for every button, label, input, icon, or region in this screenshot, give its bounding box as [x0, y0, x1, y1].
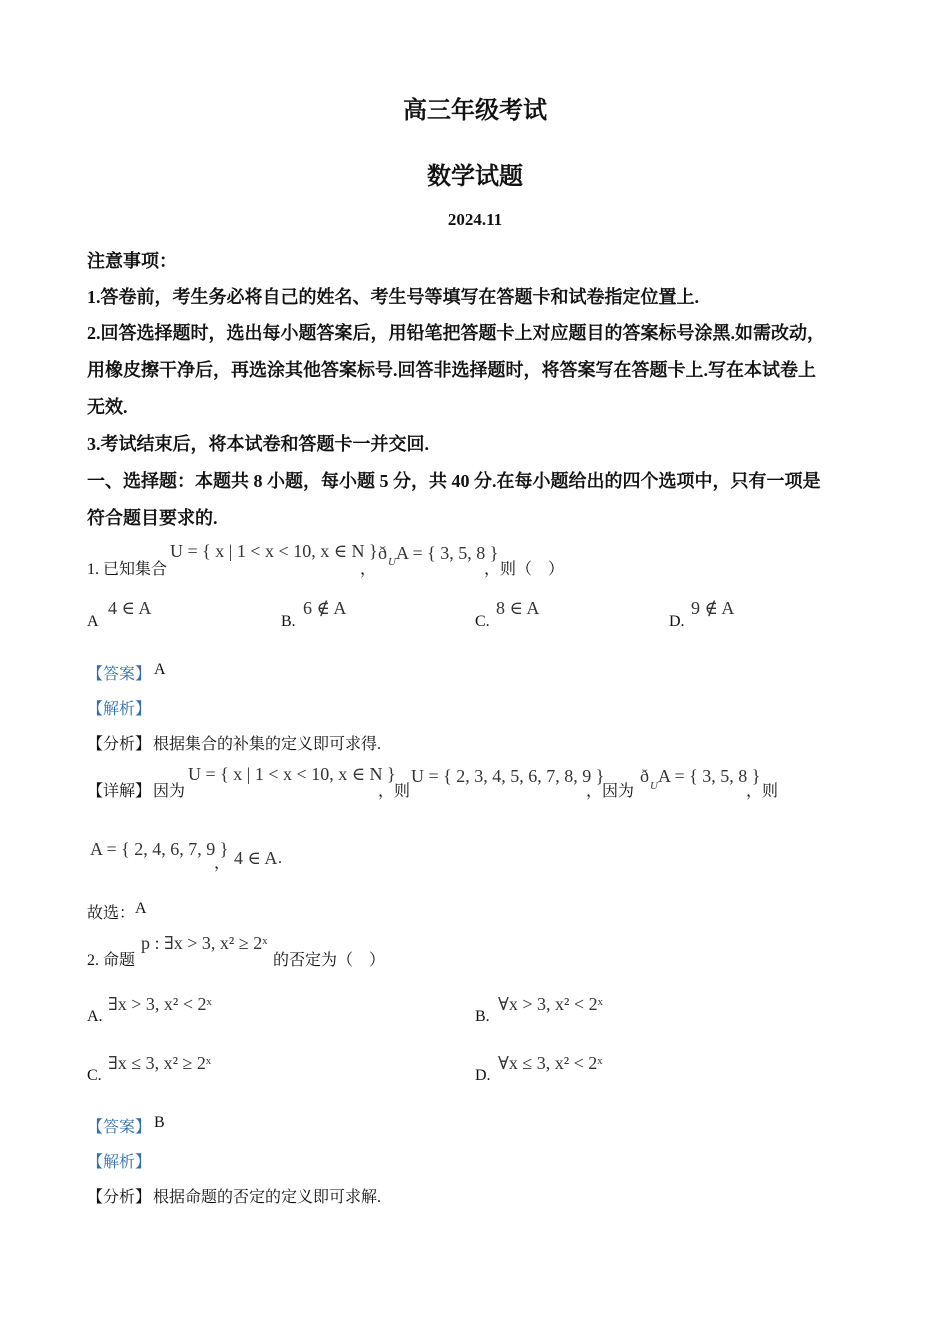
- q1-detail-complement-subscript: U: [650, 780, 658, 792]
- q2-fenxi-tag: 【分析】: [87, 1189, 152, 1206]
- q2-option-d-expr: ∀x ≤ 3, x² < 2ˣ: [498, 1053, 603, 1073]
- page-subtitle: 数学试题: [427, 164, 523, 190]
- q2-proposition: p : ∃x > 3, x² ≥ 2ˣ: [141, 933, 268, 953]
- q2-option-b-expr: ∀x > 3, x² < 2ˣ: [498, 994, 603, 1014]
- q2-suffix: 的否定为（ ）: [273, 952, 386, 969]
- q1-option-d-label: D.: [669, 613, 685, 630]
- q2-option-a-label: A.: [87, 1008, 103, 1025]
- q2-fenxi: 根据命题的否定的定义即可求解.: [153, 1189, 382, 1206]
- q1-result-period: .: [278, 850, 282, 867]
- notice-item-1: 1.答卷前，考生务必将自己的姓名、考生号等填写在答题卡和试卷指定位置上.: [87, 287, 699, 307]
- notice-item-3: 3.考试结束后，将本试卷和答题卡一并交回.: [87, 434, 429, 454]
- q1-prefix: 1. 已知集合: [87, 561, 168, 578]
- q1-detail-complement-symbol: ð: [640, 766, 649, 786]
- notice-heading: 注意事项：: [87, 251, 177, 271]
- q2-option-c-expr: ∃x ≤ 3, x² ≥ 2ˣ: [108, 1053, 212, 1073]
- q1-detail-because: 因为: [153, 783, 186, 800]
- q1-result-separator: ，: [214, 855, 231, 872]
- q2-option-d-label: D.: [475, 1067, 491, 1084]
- q1-analysis-tag: 【解析】: [87, 701, 152, 718]
- q2-answer: B: [154, 1114, 165, 1131]
- q2-answer-tag: 【答案】: [87, 1119, 152, 1136]
- q1-option-b-expr: 6 ∉ A: [303, 598, 347, 618]
- q1-choose-label: 故选：: [87, 905, 136, 922]
- q1-detail-set-u-enumerated: U = { 2, 3, 4, 5, 6, 7, 8, 9 }: [411, 766, 605, 786]
- q1-detail-tag: 【详解】: [87, 783, 152, 800]
- q1-answer-tag: 【答案】: [87, 666, 152, 683]
- q2-option-c-label: C.: [87, 1067, 102, 1084]
- q1-complement-symbol: ð: [378, 543, 387, 563]
- q1-choose: A: [135, 900, 147, 917]
- q1-detail-set-complement: A = { 3, 5, 8 }: [658, 766, 761, 786]
- q1-detail-then-2: ，则: [746, 783, 779, 800]
- q1-option-a-label: A: [87, 613, 99, 630]
- q1-separator: ，: [360, 561, 377, 578]
- q1-set-complement: A = { 3, 5, 8 }: [396, 543, 499, 563]
- q2-option-a-expr: ∃x > 3, x² < 2ˣ: [108, 994, 212, 1014]
- q1-option-d-expr: 9 ∉ A: [691, 598, 735, 618]
- q1-result-membership: 4 ∈ A: [234, 848, 278, 868]
- q1-detail-set-u: U = { x | 1 < x < 10, x ∈ N }: [188, 764, 396, 784]
- q1-option-c-label: C.: [475, 613, 490, 630]
- q1-fenxi-tag: 【分析】: [87, 736, 152, 753]
- section-heading-line-2: 符合题目要求的.: [87, 508, 218, 528]
- q2-option-b-label: B.: [475, 1008, 490, 1025]
- q1-detail-then: ，则: [378, 783, 411, 800]
- section-heading-line-1: 一、选择题：本题共 8 小题，每小题 5 分，共 40 分.在每小题给出的四个选项中，只有一项是: [87, 471, 821, 491]
- q1-result-set: A = { 2, 4, 6, 7, 9 }: [90, 839, 229, 859]
- notice-item-2-line-1: 2.回答选择题时，选出每小题答案后，用铅笔把答题卡上对应题目的答案标号涂黑.如需改动，: [87, 323, 825, 343]
- q1-suffix: ，则（ ）: [484, 561, 565, 578]
- q2-analysis-tag: 【解析】: [87, 1154, 152, 1171]
- exam-date: 2024.11: [447, 210, 503, 229]
- q1-option-a-expr: 4 ∈ A: [108, 598, 152, 618]
- q1-answer: A: [154, 661, 166, 678]
- notice-item-2-line-2: 用橡皮擦干净后，再选涂其他答案标号.回答非选择题时，将答案写在答题卡上.写在本试卷上: [87, 360, 816, 380]
- q1-set-u: U = { x | 1 < x < 10, x ∈ N }: [170, 541, 378, 561]
- q1-complement-subscript: U: [388, 556, 396, 568]
- page-title: 高三年级考试: [403, 98, 547, 124]
- q2-prefix: 2. 命题: [87, 952, 136, 969]
- q1-fenxi: 根据集合的补集的定义即可求得.: [153, 736, 382, 753]
- notice-item-2-line-3: 无效.: [87, 397, 128, 417]
- q1-option-c-expr: 8 ∈ A: [496, 598, 540, 618]
- q1-option-b-label: B.: [281, 613, 296, 630]
- q1-detail-because-2: ，因为: [586, 783, 635, 800]
